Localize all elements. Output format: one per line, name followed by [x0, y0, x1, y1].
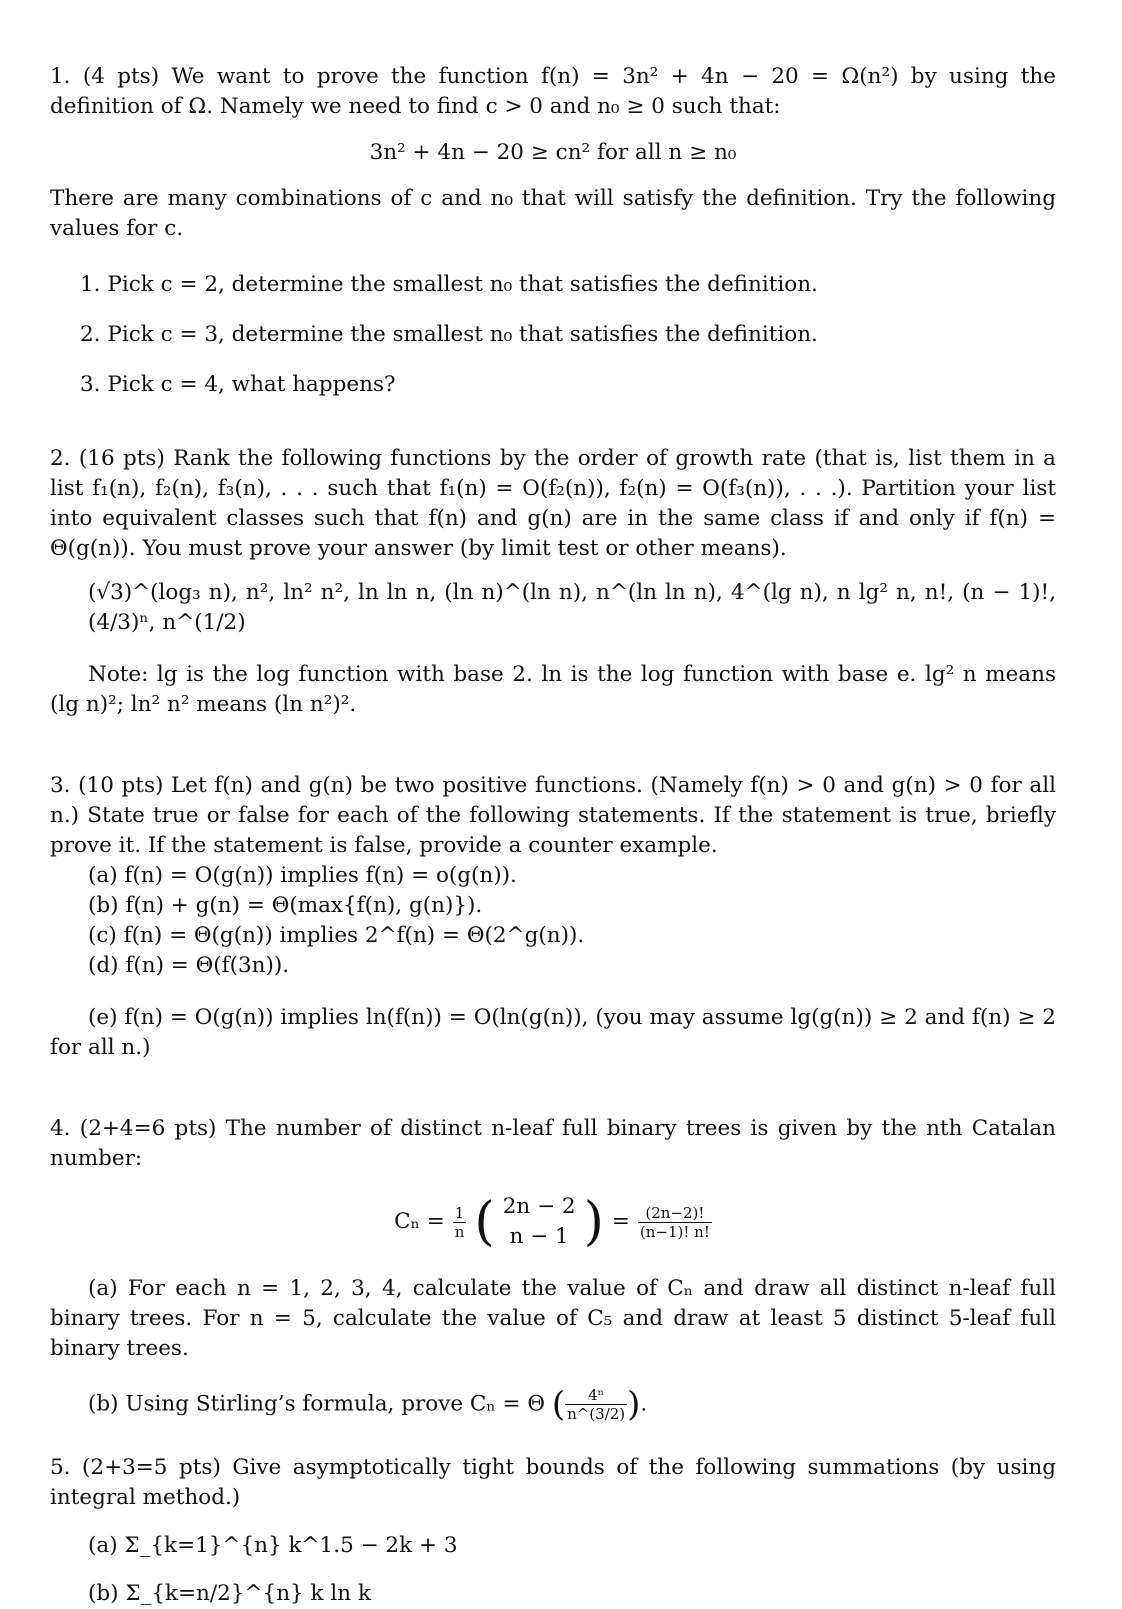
q4-part-b-fraction [565, 1386, 627, 1423]
q2-intro: 2. (16 pts) Rank the following functions by the order of growth rate (that is, list them in a list f₁(n), f₂(n), f₃(n), . . . such that f₁(n) = O(f₂(n)), f₂(n) = O(f₃(n)), . . .). Partition your list into equivalent classes such that f(n) and g(n) are in the same class if and only if f(n) = Θ(g(n)). You must prove your answer (by limit test or other means). [50, 446, 1056, 561]
catalan-binomial [503, 1192, 576, 1252]
catalan-formula [50, 1192, 1056, 1252]
q1-item-1: 1. Pick c = 2, determine the smallest n₀ that satisfies the definition. [80, 272, 818, 297]
q4-intro: 4. (2+4=6 pts) The number of distinct n-leaf full binary trees is given by the nth Catalan number: [50, 1116, 1056, 1171]
q3-item-a: (a) f(n) = O(g(n)) implies f(n) = o(g(n)). [88, 863, 517, 888]
catalan-rhs-num: (2n−2)! [638, 1204, 712, 1223]
right-paren: ) [583, 1192, 604, 1252]
q5-part-a: (a) Σ_{k=1}^{n} k^1.5 − 2k + 3 [88, 1532, 458, 1558]
catalan-lhs: Cₙ = [394, 1209, 445, 1234]
q4-part-b-text: (b) Using Stirling’s formula, prove Cₙ = Θ [88, 1391, 545, 1416]
q1-intro: 1. (4 pts) We want to prove the function f(n) = 3n² + 4n − 20 = Ω(n²) by using the definition of Ω. Namely we need to find c > 0 and n₀ ≥ 0 such that: [50, 64, 1056, 119]
binom-top: 2n − 2 [502, 1194, 576, 1219]
q2-functions: (√3)^(log₃ n), n², ln² n², ln ln n, (ln n)^(ln n), n^(ln ln n), 4^(lg n), n lg² n, n!, (n − 1)!, (4/3)ⁿ, n^(1/2) [88, 580, 1056, 635]
binom-bottom: n − 1 [509, 1224, 569, 1249]
q5-intro: 5. (2+3=5 pts) Give asymptotically tight bounds of the following summations (by using integral method.) [50, 1454, 1056, 1510]
left-paren: ( [474, 1192, 495, 1252]
q5-part-b: (b) Σ_{k=n/2}^{n} k ln k [88, 1580, 371, 1606]
q3-item-c: (c) f(n) = Θ(g(n)) implies 2^f(n) = Θ(2^g(n)). [88, 923, 585, 948]
catalan-rhs-den: (n−1)! n! [639, 1222, 710, 1241]
q3-item-b: (b) f(n) + g(n) = Θ(max{f(n), g(n)}). [88, 893, 483, 918]
q1-item-2: 2. Pick c = 3, determine the smallest n₀ that satisfies the definition. [80, 322, 818, 347]
catalan-equals: = [611, 1209, 630, 1234]
catalan-coefficient [453, 1204, 467, 1241]
q4-part-a: (a) For each n = 1, 2, 3, 4, calculate the value of Cₙ and draw all distinct n-leaf full binary trees. For n = 5, calculate the value of C₅ and draw at least 5 distinct 5-leaf full binary trees. [50, 1276, 1056, 1361]
q4-b-num: 4ⁿ [565, 1386, 627, 1405]
q4-part-b: (b) Using Stirling’s formula, prove Cₙ = Θ ( $\frac{\text{4ⁿ}}{n\^{}(3/2)}$ ). [88, 1384, 648, 1424]
catalan-rhs [638, 1204, 712, 1241]
catalan-coef-den: n [454, 1222, 465, 1241]
q3-item-d: (d) f(n) = Θ(f(3n)). [88, 953, 290, 978]
q4-b-den: n^(3/2) [567, 1404, 626, 1423]
q1-equation: 3n² + 4n − 20 ≥ cn² for all n ≥ n₀ [369, 140, 737, 165]
q1-text: There are many combinations of c and n₀ that will satisfy the definition. Try the following values for c. [50, 186, 1056, 241]
catalan-coef-num: 1 [453, 1204, 467, 1223]
q2-note: Note: lg is the log function with base 2. ln is the log function with base e. lg² n means (lg n)²; ln² n² means (ln n²)². [50, 661, 1056, 717]
q3-intro: 3. (10 pts) Let f(n) and g(n) be two positive functions. (Namely f(n) > 0 and g(n) > 0 for all n.) State true or false for each of the following statements. If the statement is true, briefly prove it. If the statement is false, provide a counter example. [50, 773, 1056, 858]
q3-item-e: (e) f(n) = O(g(n)) implies ln(f(n)) = O(ln(g(n)), (you may assume lg(g(n)) ≥ 2 and f(n) ≥ 2 for all n.) [50, 1004, 1056, 1060]
assignment-page [50, 62, 1056, 1609]
q1-item-3: 3. Pick c = 4, what happens? [80, 372, 396, 397]
